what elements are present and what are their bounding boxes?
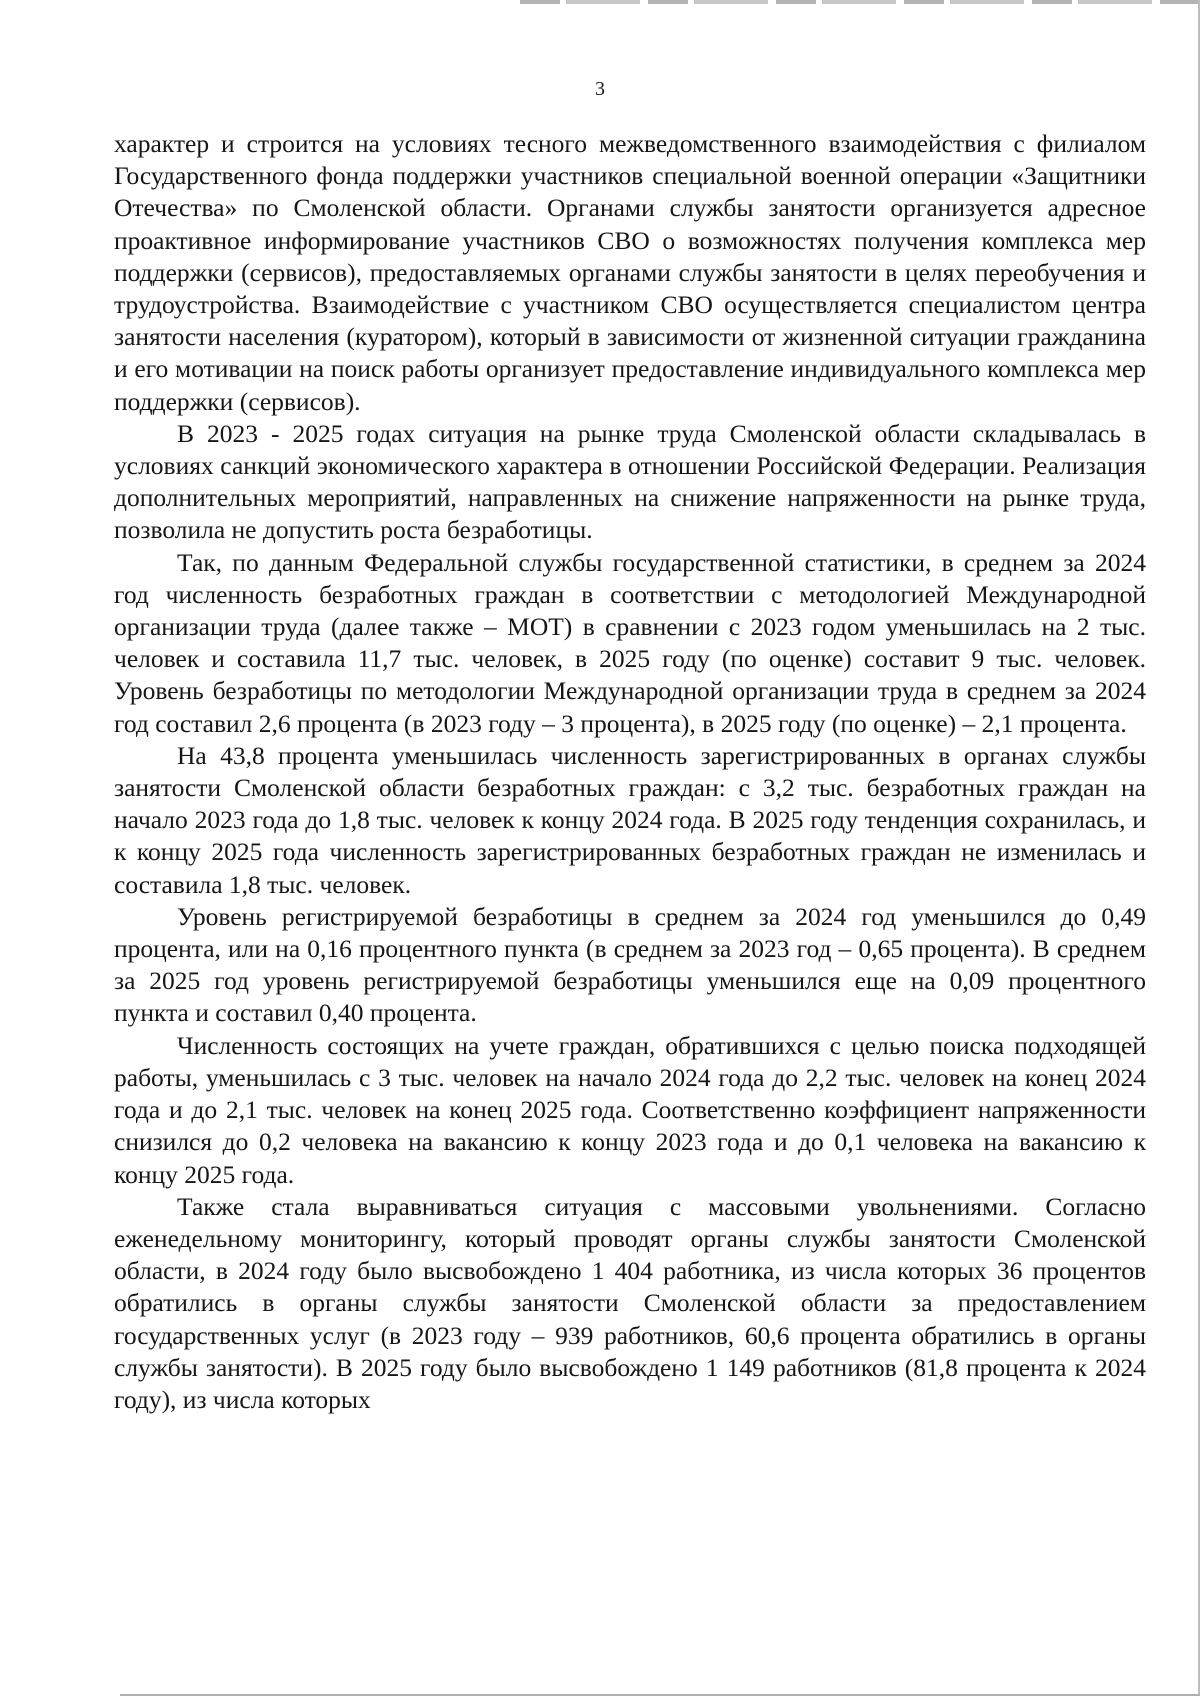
paragraph: В 2023 - 2025 годах ситуация на рынке труда Смоленской области складывалась в условиях санкций экономического характера в отношении Российской Федерации. Реализация дополнительных мероприятий, направленных на снижение напряженности на рынке труда, позволила не допустить роста безработицы. bbox=[114, 418, 1146, 545]
paragraph: Уровень регистрируемой безработицы в среднем за 2024 год уменьшился до 0,49 процента, или на 0,16 процентного пункта (в среднем за 2023 год – 0,65 процента). В среднем за 2025 год уровень регистрируемой безработицы уменьшился еще на 0,09 процентного пункта и составил 0,40 процента. bbox=[114, 901, 1146, 1028]
paragraph: Также стала выравниваться ситуация с массовыми увольнениями. Согласно еженедельному мониторингу, который проводят органы службы занятости Смоленской области, в 2024 году было высвобождено 1 404 работника, из числа которых 36 процентов обратились в органы службы занятости Смоленской области за предоставлением государственных услуг (в 2023 году – 939 работников, 60,6 процента обратились в органы службы занятости). В 2025 году было высвобождено 1 149 работников (81,8 процента к 2024 году), из числа которых bbox=[114, 1191, 1146, 1414]
paragraph: Численность состоящих на учете граждан, обратившихся с целью поиска подходящей работы, уменьшилась с 3 тыс. человек на начало 2024 года до 2,2 тыс. человек на конец 2024 года и до 2,1 тыс. человек на конец 2025 года. Соответственно коэффициент напряженности снизился до 0,2 человека на вакансию к концу 2023 года и до 0,1 человека на вакансию к концу 2025 года. bbox=[114, 1030, 1146, 1189]
paragraph: характер и строится на условиях тесного межведомственного взаимодействия с филиалом Государственного фонда поддержки участников специальной военной операции «Защитники Отечества» по Смоленской области. Органами службы занятости организуется адресное проактивное информирование участников СВО о возможностях получения комплекса мер поддержки (сервисов), предоставляемых органами службы занятости в целях переобучения и трудоустройства. Взаимодействие с участником СВО осуществляется специалистом центра занятости населения (куратором), который в зависимости от жизненной ситуации гражданина и его мотивации на поиск работы организует предоставление индивидуального комплекса мер поддержки (сервисов). bbox=[114, 129, 1146, 416]
scan-edge-top bbox=[520, 0, 1200, 4]
page-number: 3 bbox=[595, 78, 605, 100]
document-body bbox=[114, 128, 1146, 1416]
paragraph: На 43,8 процента уменьшилась численность зарегистрированных в органах службы занятости Смоленской области безработных граждан: с 3,2 тыс. безработных граждан на начало 2023 года до 1,8 тыс. человек к концу 2024 года. В 2025 году тенденция сохранилась, и к концу 2025 года численность зарегистрированных безработных граждан не изменилась и составила 1,8 тыс. человек. bbox=[114, 740, 1146, 899]
paragraph: Так, по данным Федеральной службы государственной статистики, в среднем за 2024 год численность безработных граждан в соответствии с методологией Международной организации труда (далее также – МОТ) в сравнении с 2023 годом уменьшилась на 2 тыс. человек и составила 11,7 тыс. человек, в 2025 году (по оценке) составит 9 тыс. человек. Уровень безработицы по методологии Международной организации труда в среднем за 2024 год составил 2,6 процента (в 2023 году – 3 процента), в 2025 году (по оценке) – 2,1 процента. bbox=[114, 547, 1146, 738]
